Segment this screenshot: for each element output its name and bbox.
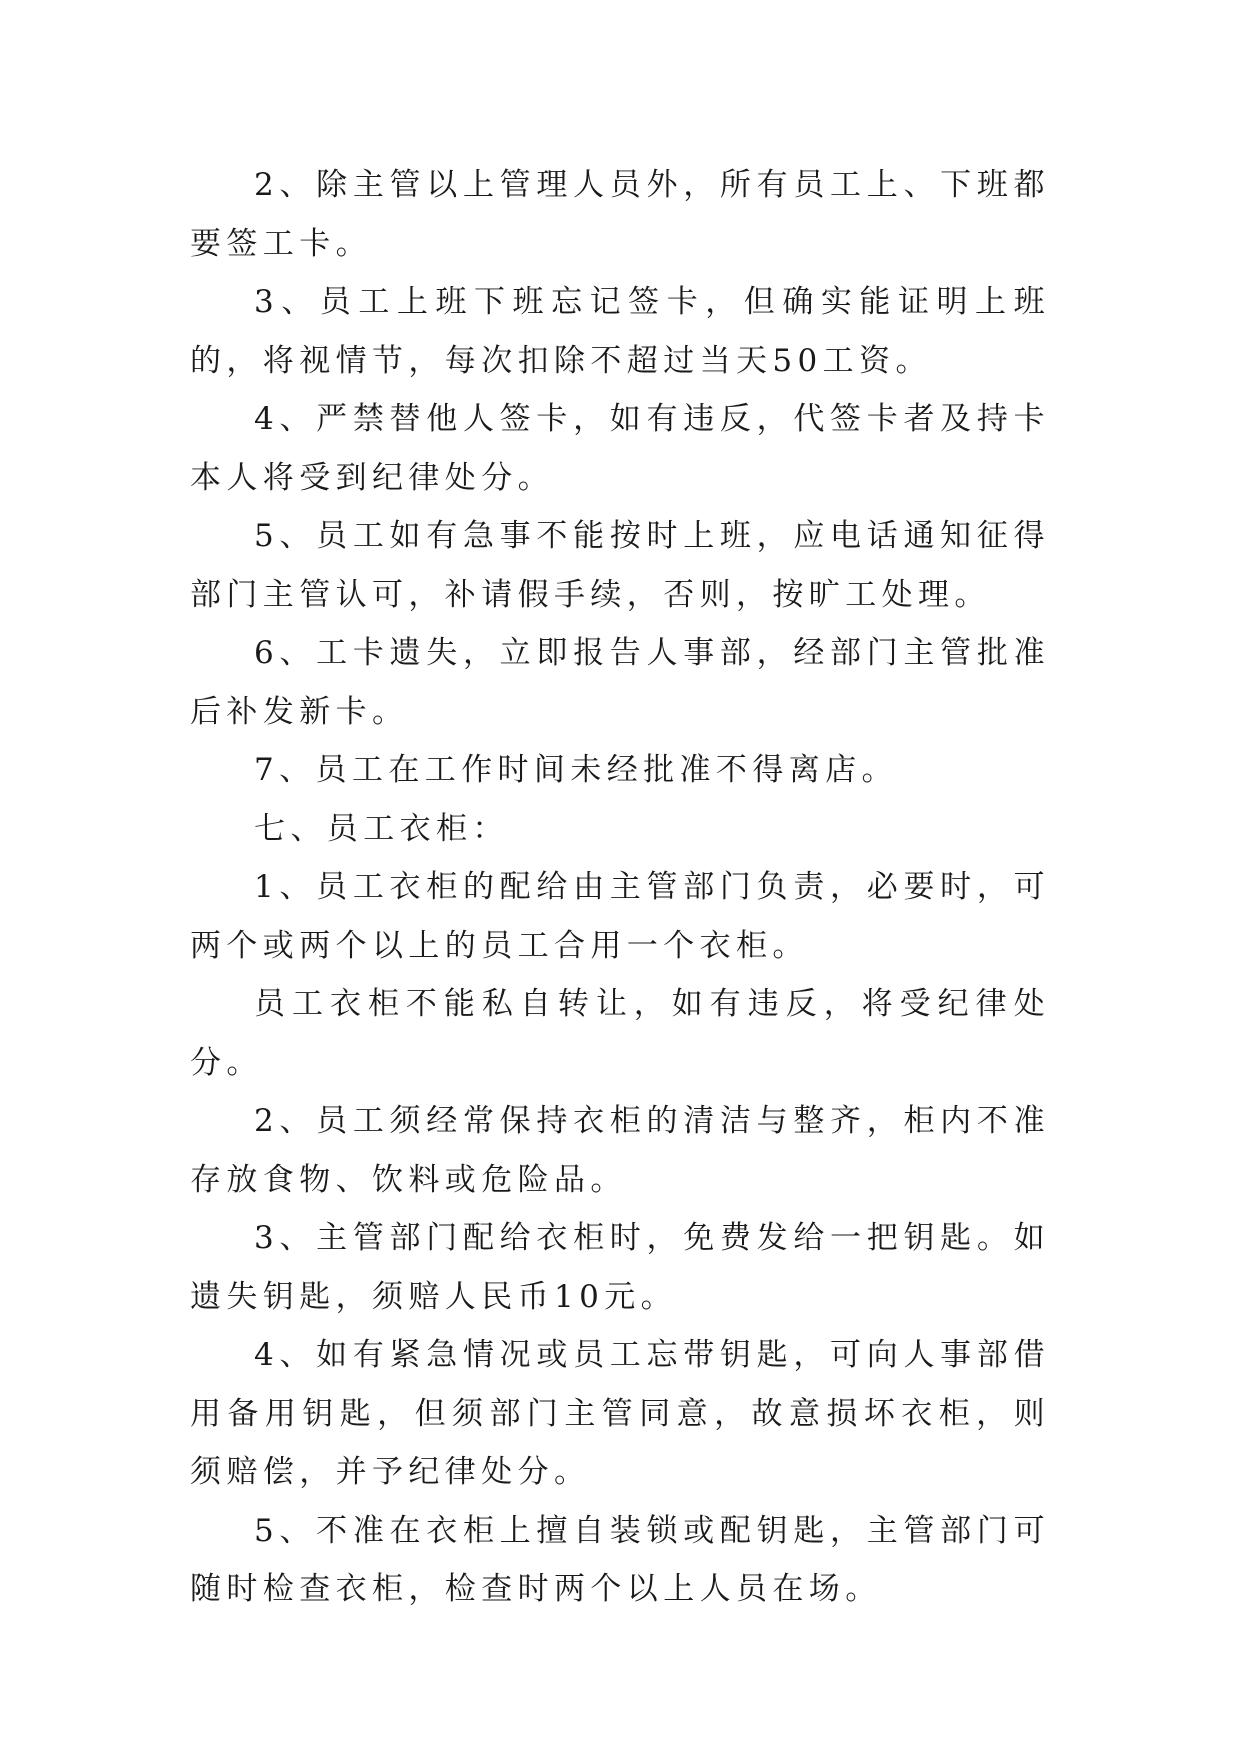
paragraph-locker-rule-4: 4、如有紧急情况或员工忘带钥匙，可向人事部借用备用钥匙，但须部门主管同意，故意损坏衣柜，则须赔偿，并予纪律处分。 xyxy=(190,1337,1050,1490)
paragraph-locker-rule-3: 3、主管部门配给衣柜时，免费发给一把钥匙。如遗失钥匙，须赔人民币10元。 xyxy=(190,1220,1050,1315)
paragraph-locker-rule-5: 5、不准在衣柜上擅自装锁或配钥匙，主管部门可随时检查衣柜，检查时两个以上人员在场。 xyxy=(190,1512,1050,1607)
paragraph-locker-rule-1: 1、员工衣柜的配给由主管部门负责，必要时，可两个或两个以上的员工合用一个衣柜。 xyxy=(190,869,1050,964)
document-body xyxy=(190,156,1050,1619)
paragraph-locker-transfer-note: 员工衣柜不能私自转让，如有违反，将受纪律处分。 xyxy=(190,986,1050,1081)
section-heading-lockers: 七、员工衣柜： xyxy=(254,810,509,847)
paragraph-clock-in-rule-6: 6、工卡遗失，立即报告人事部，经部门主管批准后补发新卡。 xyxy=(190,635,1050,730)
paragraph-clock-in-rule-4: 4、严禁替他人签卡，如有违反，代签卡者及持卡本人将受到纪律处分。 xyxy=(190,401,1050,496)
paragraph-clock-in-rule-3: 3、员工上班下班忘记签卡，但确实能证明上班的，将视情节，每次扣除不超过当天50工资。 xyxy=(190,284,1050,379)
paragraph-locker-rule-2: 2、员工须经常保持衣柜的清洁与整齐，柜内不准存放食物、饮料或危险品。 xyxy=(190,1103,1050,1198)
paragraph-clock-in-rule-2: 2、除主管以上管理人员外，所有员工上、下班都要签工卡。 xyxy=(190,167,1050,262)
paragraph-clock-in-rule-7: 7、员工在工作时间未经批准不得离店。 xyxy=(254,752,898,788)
paragraph-clock-in-rule-5: 5、员工如有急事不能按时上班，应电话通知征得部门主管认可，补请假手续，否则，按旷工处理。 xyxy=(190,518,1050,613)
